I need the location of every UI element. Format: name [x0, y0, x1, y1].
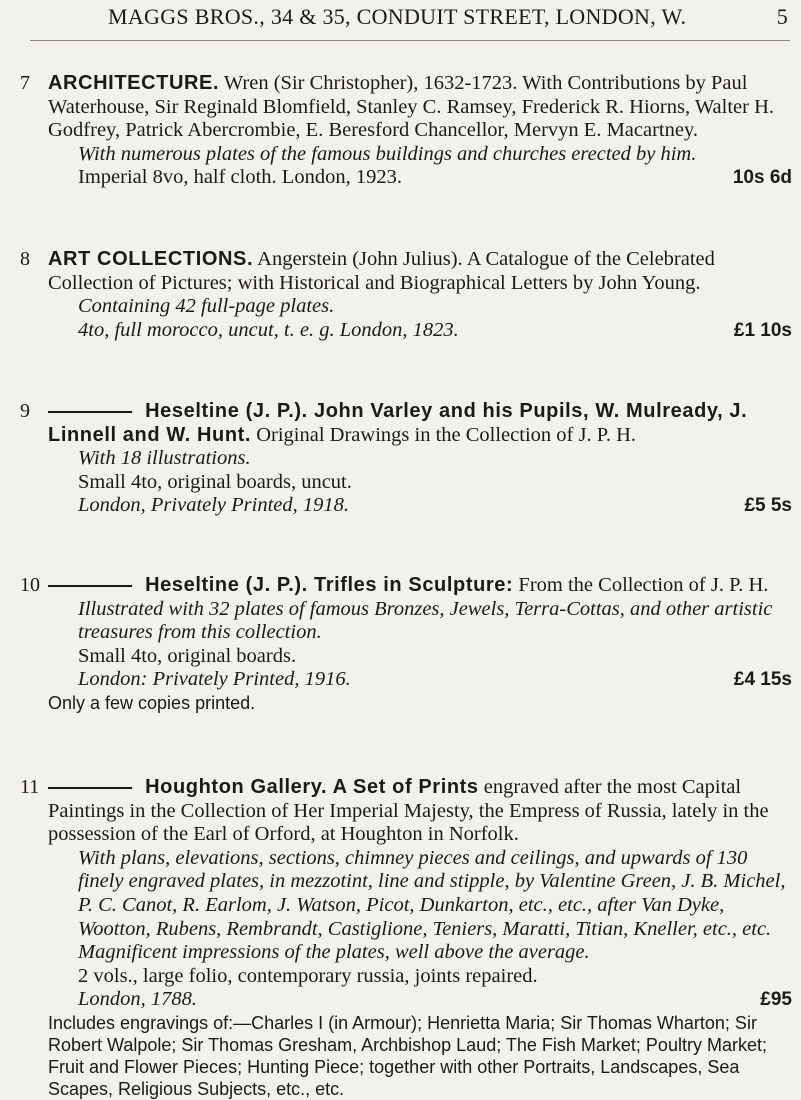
entry-text: engraved after the most Capital Paintings in the Collection of Her Imperial Majesty, the Empress of Russia, lately in the possession of the Earl of Orford, at Houghton in Norfolk.: [48, 776, 769, 846]
entry-price: £95: [760, 989, 792, 1011]
catalogue-entry-8: [20, 248, 792, 342]
entry-text: Original Drawings in the Collection of J. P. H.: [256, 423, 636, 446]
entry-heading: Heseltine (J. P.). John Varley and his Pupils, W. Mulready, J. Linnell and W. Hunt.: [48, 400, 748, 446]
entry-number: 7: [20, 72, 30, 94]
catalogue-entry-11: [20, 776, 792, 1100]
entry-description: With 18 illustrations.: [78, 447, 251, 470]
entry-heading: Heseltine (J. P.). Trifles in Sculpture:: [145, 574, 514, 596]
entry-imprint: London, Privately Printed, 1918.: [78, 494, 350, 517]
entry-description: Illustrated with 32 plates of famous Bronzes, Jewels, Terra-Cottas, and other artistic treasures from this collection.: [78, 597, 773, 644]
ditto-dash: [48, 787, 132, 789]
entry-heading: ART COLLECTIONS.: [48, 248, 254, 270]
entry-text: From the Collection of J. P. H.: [518, 574, 769, 596]
catalogue-entry-10: [20, 574, 792, 714]
entry-heading: ARCHITECTURE.: [48, 72, 220, 94]
entry-price: 10s 6d: [732, 167, 792, 189]
entry-imprint: London, 1788.: [78, 988, 198, 1011]
entry-number: 11: [20, 776, 40, 798]
entry-note: Only a few copies printed.: [48, 692, 256, 713]
entry-format: 2 vols., large folio, contemporary russia, joints repaired.: [78, 964, 538, 987]
entry-number: 10: [20, 574, 40, 596]
entry-number: 9: [20, 400, 30, 422]
entry-description: With numerous plates of the famous buildings and churches erected by him.: [78, 142, 697, 165]
entry-text: Angerstein (John Julius). A Catalogue of the Celebrated Collection of Pictures; with Historical and Biographical Letters by John Young.: [48, 248, 715, 294]
entry-note: Includes engravings of:—Charles I (in Armour); Henrietta Maria; Sir Thomas Wharton; Sir Robert Walpole; Sir Thomas Gresham, Archbishop Laud; The Fish Market; Poultry Market; Fruit and Flower Pieces; Hunting Piece; together with other Portraits, Landscapes, Sea Scapes, Religious Subjects, etc., etc.: [48, 1012, 767, 1099]
ditto-dash: [48, 585, 132, 587]
page-number: 5: [776, 4, 788, 29]
ditto-dash: [48, 411, 132, 413]
header-rule: [30, 40, 790, 41]
entry-number: 8: [20, 248, 30, 270]
entry-price: £5 5s: [744, 495, 792, 517]
catalogue-entry-7: [20, 72, 792, 190]
running-header: [108, 4, 788, 30]
entry-format: Imperial 8vo, half cloth. London, 1923.: [78, 166, 402, 189]
entry-format: Small 4to, original boards, uncut.: [78, 470, 352, 493]
entry-price: £4 15s: [733, 669, 792, 691]
catalogue-entry-9: [20, 400, 792, 518]
entry-format: Small 4to, original boards.: [78, 644, 297, 667]
entry-format: 4to, full morocco, uncut, t. e. g. London, 1823.: [78, 318, 459, 341]
entry-imprint: London: Privately Printed, 1916.: [78, 668, 351, 691]
entry-text: Wren (Sir Christopher), 1632-1723. With Contributions by Paul Waterhouse, Sir Reginald Blomfield, Stanley C. Ramsey, Frederick R. Hiorns, Walter H. Godfrey, Patrick Abercrombie, E. Beresford Chancellor, Mervyn E. Macartney.: [48, 72, 775, 142]
header-title: MAGGS BROS., 34 & 35, CONDUIT STREET, LONDON, W.: [108, 4, 687, 29]
entry-price: £1 10s: [733, 319, 792, 341]
entry-description: With plans, elevations, sections, chimney pieces and ceilings, and upwards of 130 finely engraved plates, in mezzotint, line and stipple, by Valentine Green, J. B. Michel, P. C. Canot, R. Earlom, J. Watson, Picot, Dunkarton, etc., etc., after Van Dyke, Wootton, Rubens, Rembrandt, Castiglione, Teniers, Maratti, Titian, Kneller, etc., etc. Magnificent impressions of the plates, well above the average.: [78, 846, 786, 964]
entry-description: Containing 42 full-page plates.: [78, 295, 335, 318]
entry-heading: Houghton Gallery. A Set of Prints: [145, 776, 479, 798]
